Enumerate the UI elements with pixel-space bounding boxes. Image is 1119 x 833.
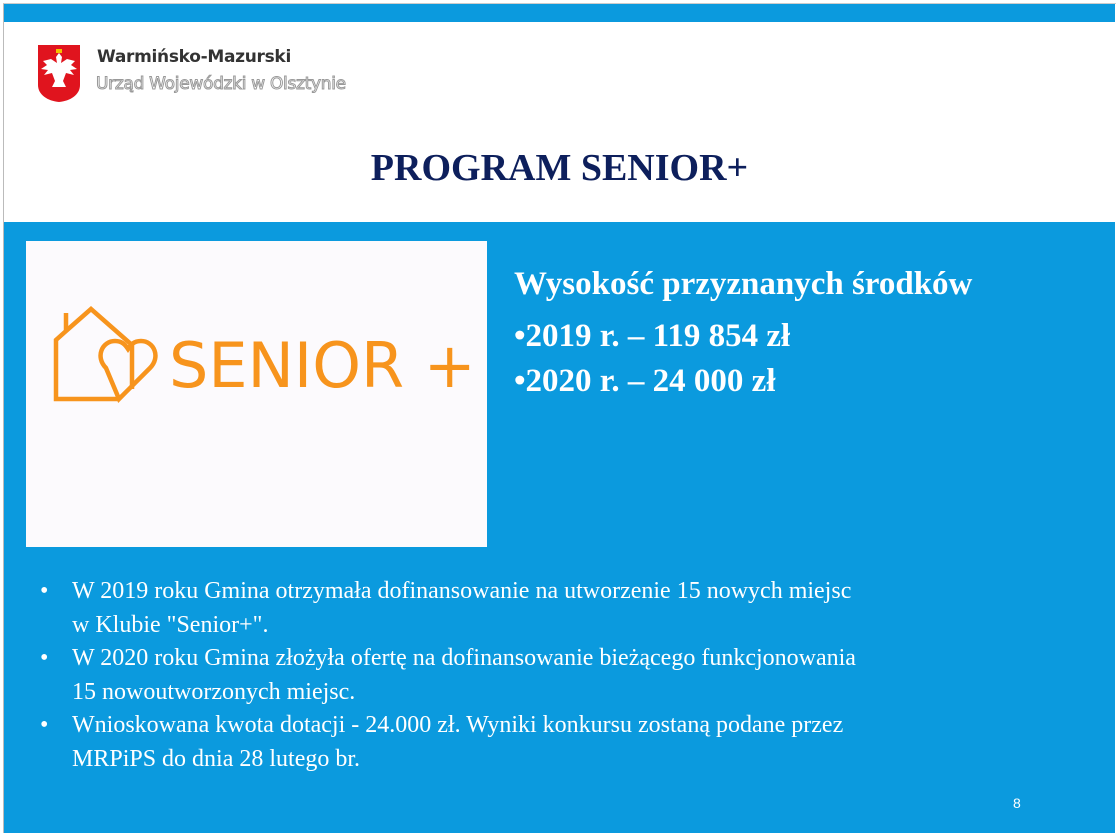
bullet-line: 15 nowoutworzonych miejsc. [72, 678, 356, 705]
org-name-line1: Warmińsko-Mazurski [97, 47, 291, 67]
slide-header [4, 22, 1115, 222]
bullet-line: w Klubie "Senior+". [72, 611, 269, 638]
bullet-line: W 2019 roku Gmina otrzymała dofinansowanie na utworzenie 15 nowych miejsc [72, 578, 852, 604]
senior-plus-logo [26, 241, 487, 547]
bullet-line: Wnioskowana kwota dotacji - 24.000 zł. Wyniki konkursu zostaną podane przez [72, 712, 844, 738]
bullet-line: MRPiPS do dnia 28 lutego br. [72, 745, 361, 772]
bullet-item [40, 575, 1040, 642]
funds-item-2019: •2019 r. – 119 854 zł [514, 318, 791, 354]
polish-eagle-emblem-icon [36, 43, 82, 103]
org-name-line2: Urząd Wojewódzki w Olsztynie [96, 74, 346, 94]
bullet-item [40, 642, 1040, 709]
funds-section [514, 264, 972, 404]
bullet-line: W 2020 roku Gmina złożyła ofertę na dofinansowanie bieżącego funkcjonowania [72, 645, 856, 671]
funds-item-2020: •2020 r. – 24 000 zł [514, 363, 776, 399]
page-title: PROGRAM SENIOR+ [370, 147, 749, 189]
bullet-list [40, 575, 1040, 776]
bullet-item [40, 709, 1040, 776]
logo-text: SENIOR + [169, 329, 476, 402]
funds-heading: Wysokość przyznanych środków [514, 266, 973, 302]
house-heart-icon [26, 241, 487, 547]
page-number: 8 [1013, 795, 1021, 811]
top-bar [4, 4, 1115, 22]
